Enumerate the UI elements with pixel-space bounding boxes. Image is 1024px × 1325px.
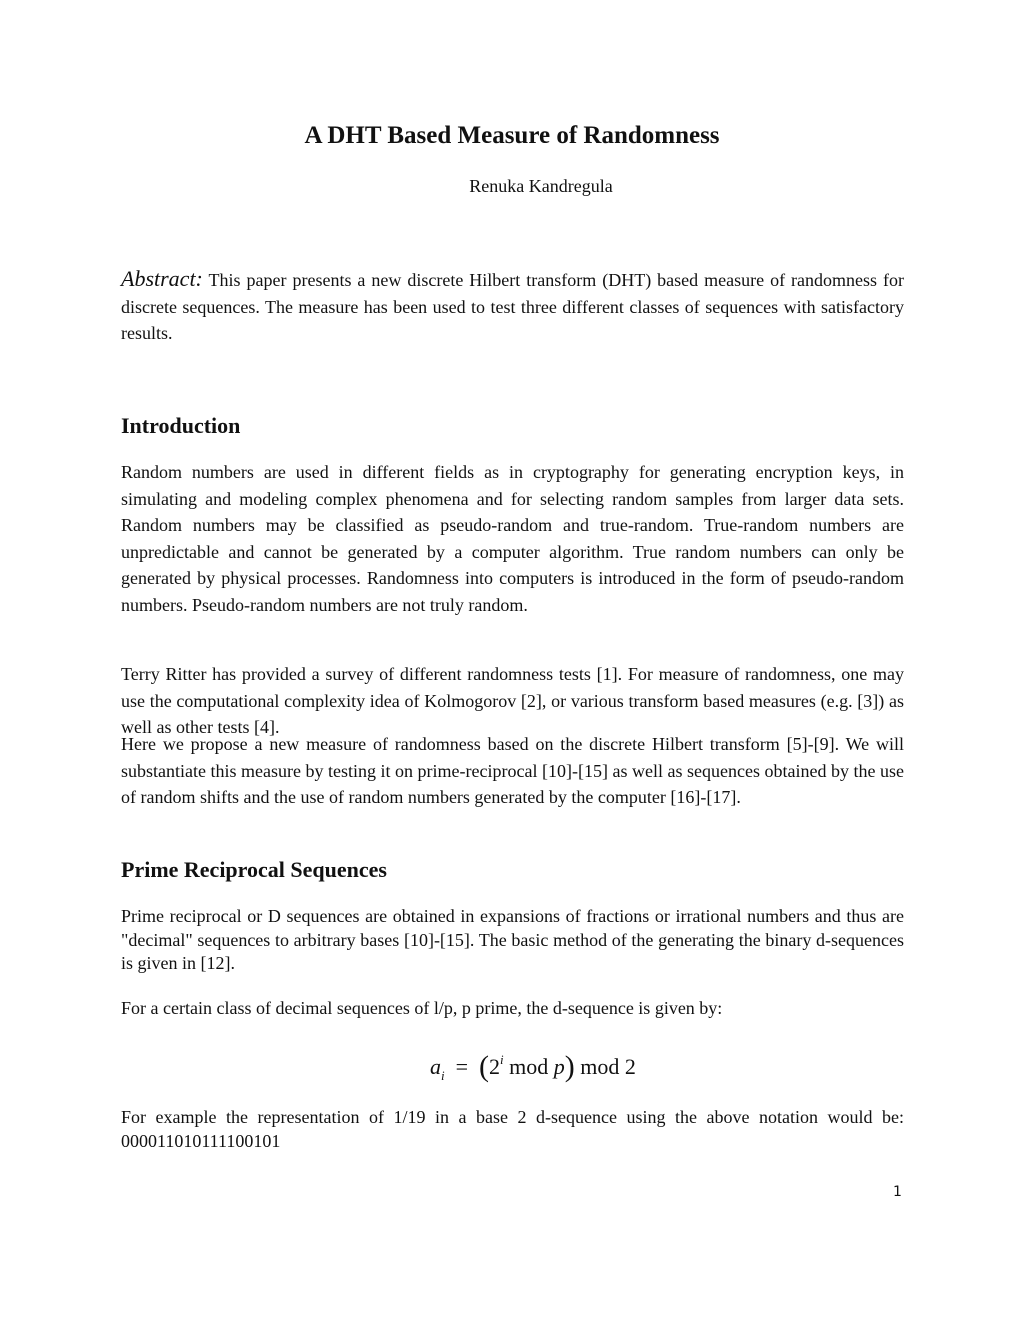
section-heading-introduction: Introduction (121, 413, 241, 438)
abstract-label: Abstract: (121, 266, 203, 291)
page-number: 1 (893, 1184, 902, 1200)
intro-paragraph-1: Random numbers are used in different fields as in cryptography for generating encryption keys, in simulating and modeling complex phenomena and for selecting random samples from larger data sets. Random numbers may be classified as pseudo-random and true-random. True-random numbers are unpredictable and cannot be generated by a computer algorithm. True random numbers can only be generated by physical processes. Randomness into computers is introduced in the form of pseudo-random numbers. Pseudo-random numbers are not truly random. (121, 462, 904, 615)
equation-close-paren: ) (564, 1050, 575, 1083)
d-sequence-equation (430, 1038, 636, 1082)
equation-equals: = (455, 1054, 469, 1079)
equation-exponent: i (500, 1052, 504, 1067)
equation-p: p (553, 1054, 565, 1079)
intro-paragraph-3: Here we propose a new measure of randomness based on the discrete Hilbert transform [5]-[9]. We will substantiate this measure by testing it on prime-reciprocal [10]-[15] as well as sequences obtained by the use of random shifts and the use of random numbers generated by the computer [16]-[17]. (121, 734, 904, 807)
equation-mod: mod (509, 1054, 549, 1079)
prime-paragraph-3: For example the representation of 1/19 in a base 2 d-sequence using the above notation would be: 000011010111100101 (121, 1107, 904, 1151)
section-heading-prime-reciprocal: Prime Reciprocal Sequences (121, 857, 387, 882)
prime-paragraph-2: For a certain class of decimal sequences of l/p, p prime, the d-sequence is given by: (121, 998, 723, 1018)
equation-lhs-subscript: i (441, 1068, 445, 1083)
author-name: Renuka Kandregula (469, 176, 613, 196)
abstract (121, 266, 904, 347)
abstract-text: This paper presents a new discrete Hilbert transform (DHT) based measure of randomness for discrete sequences. The measure has been used to test three different classes of sequences with satisfactory results. (121, 270, 904, 343)
paper-title: A DHT Based Measure of Randomness (304, 122, 720, 149)
equation-mod-2: mod 2 (580, 1054, 636, 1079)
equation-open-paren: ( (479, 1050, 490, 1083)
prime-paragraph-1: Prime reciprocal or D sequences are obtained in expansions of fractions or irrational numbers and thus are "decimal" sequences to arbitrary bases [10]-[15]. The basic method of the generating the binary d-sequences is given in [12]. (121, 906, 904, 973)
equation-base: 2 (489, 1054, 501, 1079)
intro-paragraph-2: Terry Ritter has provided a survey of different randomness tests [1]. For measure of randomness, one may use the computational complexity idea of Kolmogorov [2], or various transform based measures (e.g. [3]) as well as other tests [4]. (121, 664, 904, 737)
equation-lhs-variable: a (430, 1054, 441, 1079)
